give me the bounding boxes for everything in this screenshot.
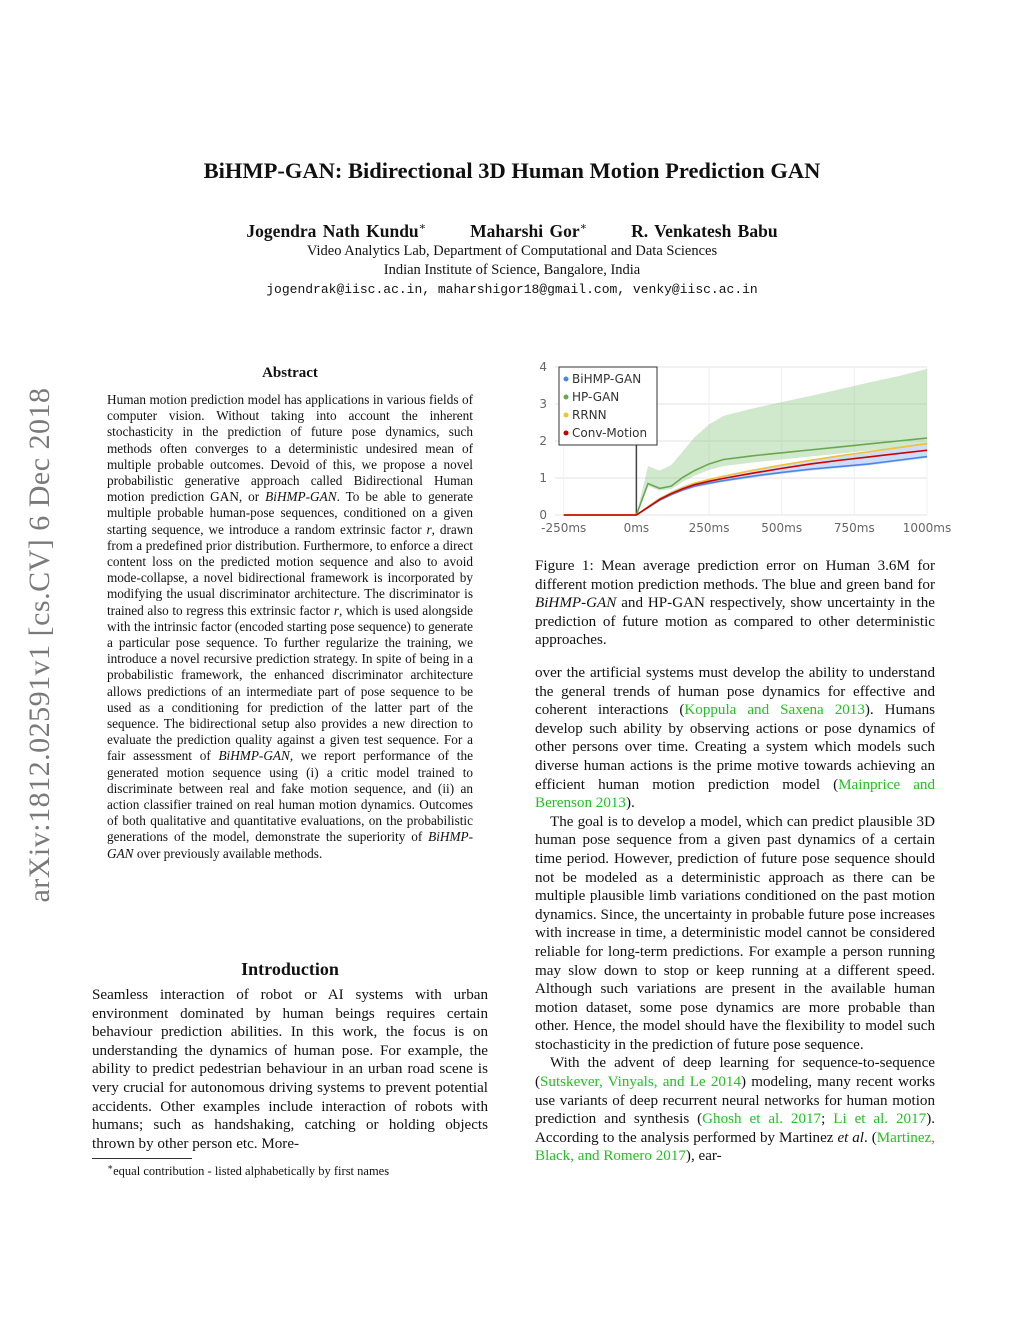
chart-x-ticks [541, 521, 951, 535]
footnote-rule [92, 1158, 192, 1159]
affiliation-line-1: Video Analytics Lab, Department of Computational and Data Sciences [306, 243, 718, 259]
legend-marker [564, 413, 569, 418]
citation-link[interactable]: Sutskever, Vinyals, and Le 2014 [540, 1074, 742, 1091]
author-emails: jogendrak@iisc.ac.in, maharshigor18@gmail.com, venky@iisc.ac.in [266, 282, 758, 297]
y-tick-label: 0 [539, 508, 547, 522]
series-line-bihmp-gan [564, 457, 927, 515]
author-3: R. Venkatesh Babu [631, 220, 778, 241]
abstract-heading: Abstract [262, 365, 318, 381]
y-tick-label: 1 [539, 471, 547, 485]
y-tick-label: 4 [539, 360, 547, 374]
x-tick-label: 250ms [688, 521, 730, 535]
legend-marker [564, 395, 569, 400]
paper-title: BiHMP-GAN: Bidirectional 3D Human Motion Prediction GAN [203, 158, 821, 183]
affiliation-line-2: Indian Institute of Science, Bangalore, India [383, 262, 641, 278]
citation-link[interactable]: Mainprice and Berenson 2013 [535, 776, 936, 812]
introduction-paragraph-1: Seamless interaction of robot or AI systems with urban environment dominated by human beings requires certain behaviour prediction abilities. In this work, the focus is on understanding the dynamics of human pose. For example, the ability to predict pedestrian behaviour in an urban road scene is very crucial for autonomous driving systems to prevent potential accidents. Other examples include interaction of robots with humans; such as handshaking, catching or holding objects thrown by other person etc. More- [92, 987, 488, 1152]
legend-label: HP-GAN [572, 390, 620, 404]
author-list [0, 220, 1024, 242]
legend-marker [564, 377, 569, 382]
legend-marker [564, 431, 569, 436]
introduction-paragraph-2: over the artificial systems must develop the ability to understand the general trends of human pose dynamics for effective and coherent interactions (Koppula and Saxena 2013). Humans develop such ability by observing actions or pose dynamics of other persons over time. Creating a system which models such diverse human actions is the prime motive towards achieving an efficient human motion prediction model (Mainprice and Berenson 2013). [535, 665, 936, 812]
citation-link[interactable]: Martinez, Black, and Romero 2017 [535, 1129, 935, 1165]
figure-1-caption: Figure 1: Mean average prediction error on Human 3.6M for different motion prediction methods. The blue and green band for BiHMP-GAN and HP-GAN respectively, show uncertainty in the prediction of future motion as compared to other deterministic approaches. [535, 558, 935, 649]
legend-label: Conv-Motion [572, 426, 648, 440]
introduction-paragraph-3: The goal is to develop a model, which can predict plausible 3D human pose sequence from a given past dynamics of a certain time period. However, prediction of future pose sequence should not be modeled as a deterministic approach as there can be multiple plausible limb variations conditioned on the past motion dynamics. Since, the uncertainty in probable future pose increases with increase in time, a deterministic model cannot be considered reliable for long-term predictions. For example a person running may slow down to stop or keep running at a different speed. Although such variations are present in the available human motion dataset, some pose dynamics are more probable than other. Hence, the model should have the flexibility to model such stochasticity in the prediction of future pose sequence. [535, 813, 935, 1053]
x-tick-label: 0ms [623, 521, 650, 535]
arxiv-identifier-text: arXiv:1812.02591v1 [cs.CV] 6 Dec 2018 [23, 387, 56, 903]
introduction-heading: Introduction [241, 959, 339, 979]
y-tick-label: 3 [539, 397, 547, 411]
y-tick-label: 2 [539, 434, 547, 448]
introduction-paragraph-4: With the advent of deep learning for sequence-to-sequence (Sutskever, Vinyals, and Le 2014) modeling, many recent works use variants of deep recurrent neural networks for human motion prediction and synthesis (Ghosh et al. 2017; Li et al. 2017). According to the analysis performed by Martinez et al. (Martinez, Black, and Romero 2017), ear- [535, 1055, 935, 1165]
citation-link[interactable]: Li et al. 2017 [833, 1111, 927, 1128]
legend-label: BiHMP-GAN [572, 372, 642, 386]
chart-legend [559, 367, 657, 445]
citation-link[interactable]: Koppula and Saxena 2013 [684, 702, 865, 719]
abstract-body: Human motion prediction model has applications in various fields of computer vision. Without taking into account the inherent stochasticity in the prediction of future pose dynamics, such methods often converges to a deterministic undesired mean of multiple probable outcomes. Devoid of this, we propose a novel probabilistic generative approach called Bidirectional Human motion prediction GAN, or BiHMP-GAN. To be able to generate multiple probable human-pose sequences, conditioned on a given starting sequence, we introduce a random extrinsic factor r, drawn from a predefined prior distribution. Furthermore, to enforce a direct content loss on the predicted motion sequence and also to avoid mode-collapse, a novel bidirectional framework is incorporated by modifying the usual discriminator architecture. The discriminator is trained also to regress this extrinsic factor r, which is used alongside with the intrinsic factor (encoded starting pose sequence) to generate a particular pose sequence. To further regularize the training, we introduce a novel recursive prediction strategy. In spite of being in a probabilistic framework, the enhanced discriminator architecture allows predictions of an intermediate part of pose sequence to be used as a conditioning for prediction of the latter part of the sequence. The bidirectional setup also provides a new direction to evaluate the prediction quality against a given test sequence. For a fair assessment of BiHMP-GAN, we report performance of the generated motion sequence using (i) a critic model trained to discriminate between real and fake motion sequence, and (ii) an action classifier trained on real human motion dynamics. Outcomes of both qualitative and quantitative evaluations, on the probabilistic generations of the model, demonstrate the superiority of BiHMP-GAN over previously available methods. [107, 392, 473, 861]
x-tick-label: 1000ms [902, 521, 952, 535]
chart-y-ticks [539, 360, 547, 522]
x-tick-label: 500ms [761, 521, 803, 535]
figure-1-chart [535, 355, 952, 545]
x-tick-label: 750ms [833, 521, 875, 535]
legend-label: RRNN [572, 408, 607, 422]
author-1: Jogendra Nath Kundu∗ [246, 220, 427, 241]
author-2: Maharshi Gor∗ [470, 220, 588, 241]
footnote: ∗equal contribution - listed alphabetically by first names [107, 1162, 390, 1179]
x-tick-label: -250ms [541, 521, 587, 535]
citation-link[interactable]: Ghosh et al. 2017 [702, 1111, 822, 1128]
introduction-right-column [535, 664, 935, 1166]
